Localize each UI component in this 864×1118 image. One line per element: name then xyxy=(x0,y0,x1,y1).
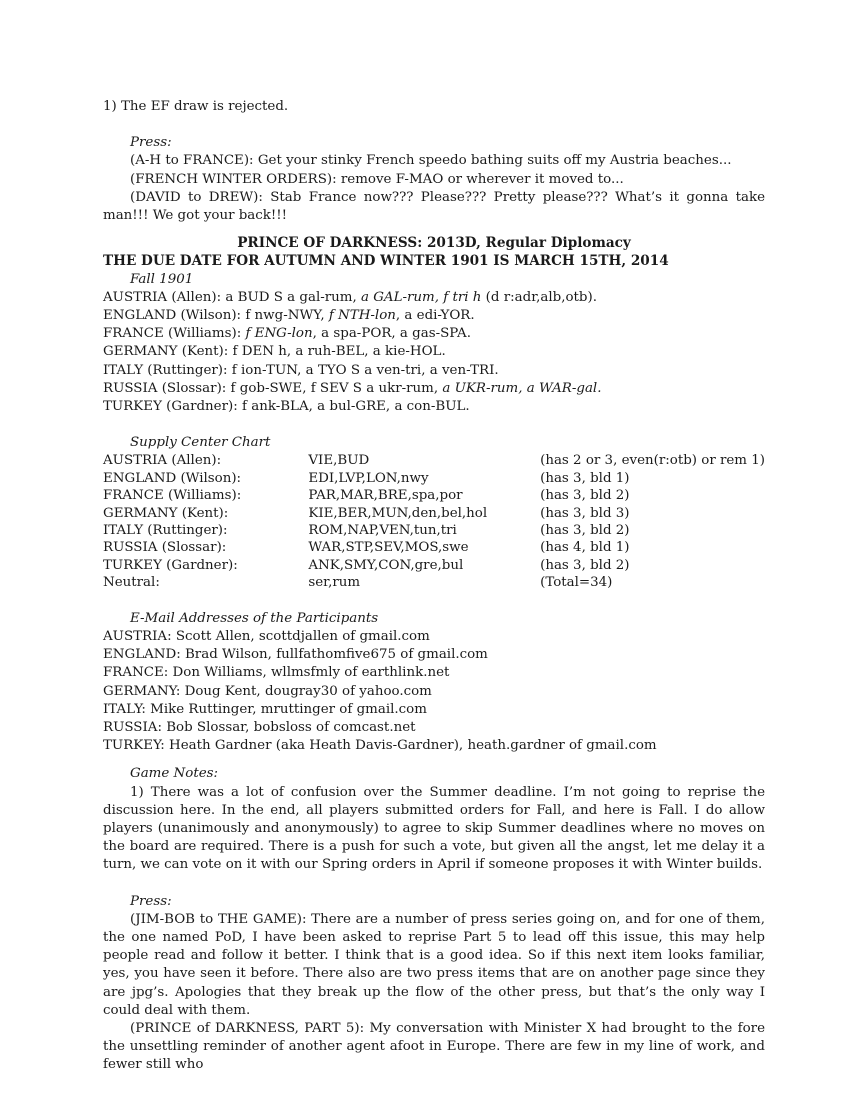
order-austria: AUSTRIA (Allen): a BUD S a gal-rum, a GAL-rum, f tri h (d r:adr,alb,otb). xyxy=(103,289,597,305)
order-england: ENGLAND (Wilson): f nwg-NWY, f NTH-lon, a edi-YOR. xyxy=(103,308,475,324)
intro-item: 1) The EF draw is rejected. xyxy=(103,99,289,114)
email-line: ENGLAND: Brad Wilson, fullfathomfive675 of gmail.com xyxy=(103,647,488,663)
supply-center-table xyxy=(103,452,765,591)
email-line: ITALY: Mike Ruttinger, mruttinger of gmail.com xyxy=(103,701,427,717)
press-label: Press: xyxy=(130,893,172,909)
table-row: RUSSIA (Slossar): WAR,STP,SEV,MOS,swe (has 4, bld 1) xyxy=(103,540,630,556)
season-label: Fall 1901 xyxy=(130,271,194,287)
email-line: GERMANY: Doug Kent, dougray30 of yahoo.com xyxy=(103,683,432,699)
table-row: AUSTRIA (Allen): VIE,BUD (has 2 or 3, even(r:otb) or rem 1) xyxy=(103,453,765,469)
table-row: ITALY (Ruttinger): ROM,NAP,VEN,tun,tri (has 3, bld 2) xyxy=(103,523,630,539)
email-line: TURKEY: Heath Gardner (aka Heath Davis-Gardner), heath.gardner of gmail.com xyxy=(103,738,657,754)
supply-chart-label: Supply Center Chart xyxy=(130,435,271,451)
order-russia: RUSSIA (Slossar): f gob-SWE, f SEV S a ukr-rum, a UKR-rum, a WAR-gal. xyxy=(103,380,602,396)
email-line: AUSTRIA: Scott Allen, scottdjallen of gmail.com xyxy=(103,628,430,644)
game-notes-label: Game Notes: xyxy=(130,766,219,782)
order-france: FRANCE (Williams): f ENG-lon, a spa-POR, a gas-SPA. xyxy=(103,326,471,342)
press-item: (JIM-BOB to THE GAME): There are a number of press series going on, and for one of them, the one named PoD, I have been asked to reprise Part 5 to lead off this issue, this may help people read and follow it better. I think that is a good idea. So if this next item looks familiar, yes, you have seen it before. There also are two press items that are on another page since they are jpg’s. Apologies that they break up the flow of the other press, but that’s the only way I could deal with them. xyxy=(103,911,765,1018)
table-row: FRANCE (Williams): PAR,MAR,BRE,spa,por (has 3, bld 2) xyxy=(103,488,630,504)
emails-label: E-Mail Addresses of the Participants xyxy=(130,610,379,626)
press-label: Press: xyxy=(130,135,172,151)
press-item: (A-H to FRANCE): Get your stinky French speedo bathing suits off my Austria beaches... xyxy=(130,153,732,169)
due-date: THE DUE DATE FOR AUTUMN AND WINTER 1901 IS MARCH 15TH, 2014 xyxy=(103,253,669,270)
document-page xyxy=(103,98,765,1075)
email-line: FRANCE: Don Williams, wllmsfmly of earthlink.net xyxy=(103,665,450,681)
table-row: TURKEY (Gardner): ANK,SMY,CON,gre,bul (has 3, bld 2) xyxy=(103,557,630,573)
press-item: (PRINCE of DARKNESS, PART 5): My conversation with Minister X had brought to the fore the unsettling reminder of another agent afoot in Europe. There are few in my line of work, and fewer still who xyxy=(103,1020,765,1073)
press-item: (FRENCH WINTER ORDERS): remove F-MAO or wherever it moved to... xyxy=(130,171,624,187)
order-turkey: TURKEY (Gardner): f ank-BLA, a bul-GRE, a con-BUL. xyxy=(103,399,470,415)
email-line: RUSSIA: Bob Slossar, bobsloss of comcast.net xyxy=(103,719,416,735)
order-germany: GERMANY (Kent): f DEN h, a ruh-BEL, a kie-HOL. xyxy=(103,344,446,360)
order-italy: ITALY (Ruttinger): f ion-TUN, a TYO S a ven-tri, a ven-TRI. xyxy=(103,362,499,378)
game-note: 1) There was a lot of confusion over the Summer deadline. I’m not going to reprise the discussion here. In the end, all players submitted orders for Fall, and here is Fall. I do allow players (unanimously and anonymously) to agree to skip Summer deadlines where no moves on the board are required. There is a push for such a vote, but given all the angst, let me delay it a turn, we can vote on it with our Spring orders in April if someone proposes it with Winter builds. xyxy=(103,784,765,873)
table-row: ENGLAND (Wilson): EDI,LVP,LON,nwy (has 3, bld 1) xyxy=(103,470,630,486)
table-row: Neutral: ser,rum (Total=34) xyxy=(103,575,613,591)
game-title: PRINCE OF DARKNESS: 2013D, Regular Diplomacy xyxy=(237,235,631,252)
press-item: (DAVID to DREW): Stab France now??? Please??? Pretty please??? What’s it gonna take man!!! We got your back!!! xyxy=(103,189,765,224)
table-row: GERMANY (Kent): KIE,BER,MUN,den,bel,hol (has 3, bld 3) xyxy=(103,505,630,521)
